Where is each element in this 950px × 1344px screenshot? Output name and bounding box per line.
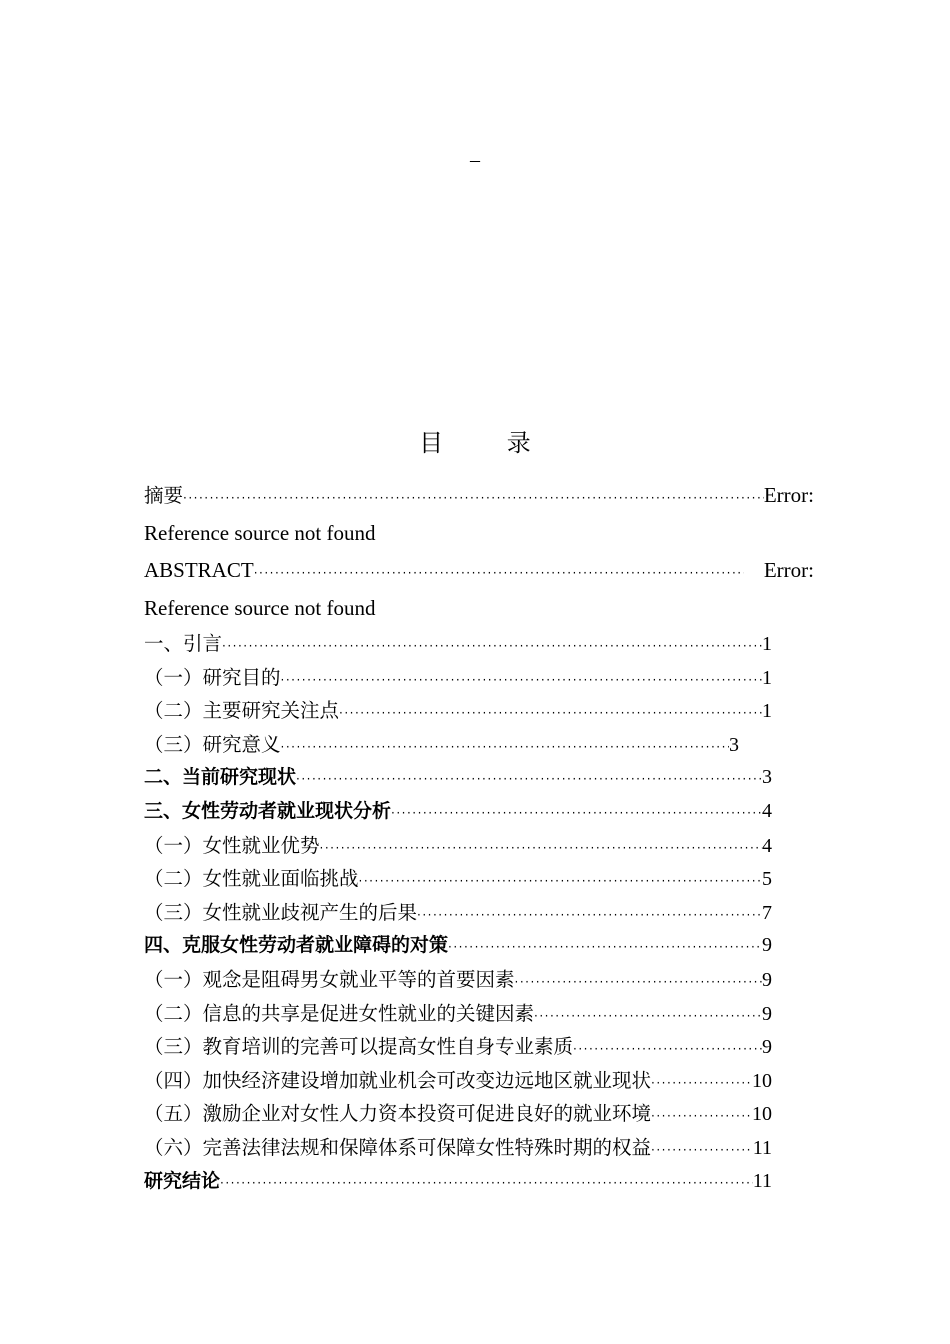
toc-entry-page: 7 [762,901,772,924]
toc-entry-page: 10 [752,1103,772,1126]
toc-entry-page: 11 [752,1169,772,1192]
toc-entry[interactable] [144,963,772,997]
toc-entry-page: 4 [762,834,772,857]
toc-leader-dots [296,763,762,795]
toc-entry-label: 四、克服女性劳动者就业障碍的对策 [144,934,449,957]
toc-entry[interactable] [144,761,772,795]
toc-leader-dots [651,1067,752,1098]
toc-entry-page: 9 [762,1002,772,1025]
toc-leader-dots [651,1134,753,1165]
toc-entry-label: 研究结论 [144,1169,221,1192]
toc-entry[interactable] [144,929,772,963]
toc-entry-label: （二）女性就业面临挑战 [144,867,359,891]
toc-entry-page: Error: [763,558,814,582]
toc-entry-label: ABSTRACT [144,558,254,582]
toc-entry-label: 摘要 [144,484,184,507]
toc-leader-dots [515,966,762,997]
toc-entry-page: 11 [752,1136,772,1159]
toc-entry[interactable] [144,829,772,863]
toc-entry[interactable] [144,477,814,515]
toc-leader-dots [281,664,762,695]
toc-entry-page: 10 [752,1069,772,1092]
toc-entry[interactable] [144,795,772,829]
toc-entry-page: 1 [762,633,772,655]
toc-entry[interactable] [144,997,772,1031]
toc-entry[interactable] [144,728,739,762]
toc-entry[interactable] [144,661,772,695]
toc-entry-label: （六）完善法律法规和保障体系可保障女性特殊时期的权益 [144,1135,652,1159]
toc-entry-label: （一）观念是阻碍男女就业平等的首要因素 [144,967,515,991]
toc-leader-dots [534,1000,762,1031]
toc-entry-page: 9 [762,968,772,991]
toc-entry-page: 9 [762,934,772,957]
toc-entry-label: （一）女性就业优势 [144,833,320,857]
toc-leader-dots [359,865,762,896]
toc-entry-label: （五）激励企业对女性人力资本投资可促进良好的就业环境 [144,1102,652,1126]
toc-entry-page: 3 [729,733,739,756]
toc-entry-continuation: Reference source not found [144,595,376,620]
toc-leader-dots [281,731,729,762]
toc-leader-dots [573,1033,762,1064]
toc-entry[interactable] [144,896,772,930]
toc-leader-dots [254,555,744,590]
table-of-contents [144,477,814,1198]
toc-entry-page: 3 [762,766,772,789]
toc-leader-dots [183,480,764,515]
toc-entry-label: （四）加快经济建设增加就业机会可改变边远地区就业现状 [144,1068,652,1092]
toc-entry-label: 一、引言 [144,632,223,655]
toc-entry[interactable] [144,862,772,896]
toc-entry-page: 4 [762,799,772,822]
toc-entry-label: 三、女性劳动者就业现状分析 [144,799,392,822]
toc-leader-dots [220,1167,753,1199]
toc-entry[interactable] [144,694,772,728]
toc-entry-label: （二）信息的共享是促进女性就业的关键因素 [144,1001,535,1025]
toc-entry[interactable] [144,1064,772,1098]
toc-entry-label: 二、当前研究现状 [144,766,297,789]
toc-entry[interactable] [144,1165,772,1199]
toc-leader-dots [320,832,762,863]
toc-entry-page: 1 [762,666,772,689]
header-mark: – [470,149,480,171]
toc-leader-dots [651,1100,752,1131]
toc-leader-dots [222,630,762,661]
toc-entry[interactable] [144,1030,772,1064]
toc-title: 目 录 [419,429,559,457]
toc-entry-page: 5 [762,868,772,891]
toc-entry-page: 9 [762,1036,772,1059]
toc-entry[interactable] [144,1131,772,1165]
toc-entry-label: （三）研究意义 [144,732,281,756]
toc-entry-label: （一）研究目的 [144,665,281,689]
toc-entry[interactable] [144,627,772,661]
toc-entry[interactable] [144,552,814,590]
toc-entry-label: （三）女性就业歧视产生的后果 [144,900,418,924]
toc-leader-dots [339,697,762,728]
toc-entry-page: Error: [763,483,814,507]
toc-entry-page: 1 [762,700,772,723]
toc-leader-dots [417,899,762,930]
toc-entry-label: （三）教育培训的完善可以提高女性自身专业素质 [144,1035,574,1059]
toc-leader-dots [448,931,762,963]
toc-entry-label: （二）主要研究关注点 [144,699,340,723]
toc-entry-continuation: Reference source not found [144,520,376,545]
toc-entry[interactable] [144,1097,772,1131]
toc-leader-dots [391,797,762,829]
